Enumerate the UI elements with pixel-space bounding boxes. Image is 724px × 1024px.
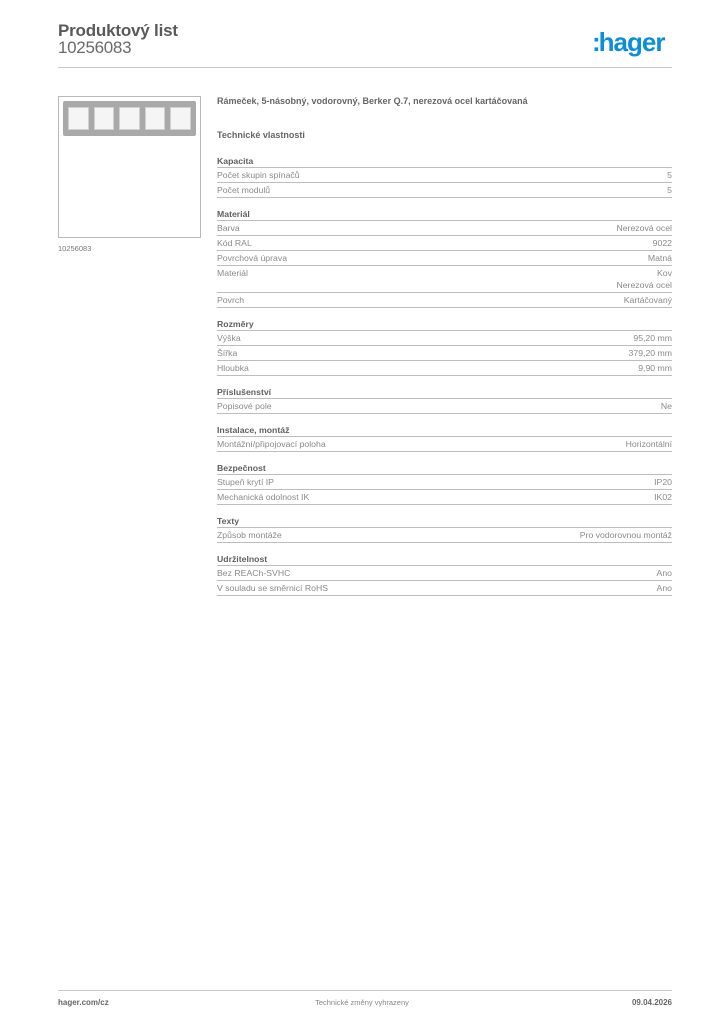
footer-disclaimer: Technické změny vyhrazeny bbox=[315, 998, 409, 1007]
spec-value bbox=[638, 362, 672, 374]
spec-group bbox=[217, 424, 672, 452]
footer-website-link[interactable]: hager.com/cz bbox=[58, 998, 109, 1007]
spec-value bbox=[654, 476, 672, 488]
spec-value-line: Kov bbox=[657, 268, 672, 278]
spec-value bbox=[626, 438, 672, 450]
spec-value bbox=[629, 347, 672, 359]
spec-value bbox=[633, 332, 672, 344]
spec-label: Montážní/připojovací poloha bbox=[217, 439, 326, 449]
spec-row bbox=[217, 581, 672, 596]
spec-value bbox=[667, 169, 672, 181]
section-heading: Technické vlastnosti bbox=[217, 130, 305, 140]
spec-label: V souladu se směrnicí RoHS bbox=[217, 583, 329, 593]
spec-row bbox=[217, 475, 672, 490]
spec-value-line: Ne bbox=[660, 401, 672, 411]
spec-label: Barva bbox=[217, 223, 240, 233]
spec-row bbox=[217, 346, 672, 361]
spec-label: Počet skupin spínačů bbox=[217, 170, 300, 180]
spec-row bbox=[217, 490, 672, 505]
spec-group bbox=[217, 386, 672, 414]
spec-group bbox=[217, 208, 672, 308]
spec-value-line: Pro vodorovnou montáž bbox=[579, 530, 672, 540]
spec-group bbox=[217, 553, 672, 596]
frame-cell bbox=[68, 107, 89, 130]
spec-label: Povrch bbox=[217, 295, 245, 305]
spec-group-title: Instalace, montáž bbox=[217, 424, 672, 437]
logo-colon-icon: : bbox=[592, 27, 599, 57]
spec-row bbox=[217, 183, 672, 198]
spec-value-line: Ano bbox=[656, 583, 672, 593]
spec-row bbox=[217, 566, 672, 581]
spec-label: Povrchová úprava bbox=[217, 253, 288, 263]
spec-group-title: Bezpečnost bbox=[217, 462, 672, 475]
spec-row bbox=[217, 361, 672, 376]
spec-group-title: Udržitelnost bbox=[217, 553, 672, 566]
spec-group-title: Příslušenství bbox=[217, 386, 672, 399]
spec-row bbox=[217, 168, 672, 183]
footer-divider bbox=[58, 990, 672, 991]
spec-row bbox=[217, 528, 672, 543]
spec-value-line: Nerezová ocel bbox=[616, 223, 672, 233]
spec-label: Hloubka bbox=[217, 363, 249, 373]
product-name: Rámeček, 5-násobný, vodorovný, Berker Q.7, nerezová ocel kartáčovaná bbox=[217, 96, 528, 106]
spec-value bbox=[657, 582, 672, 594]
spec-value bbox=[580, 529, 672, 541]
logo-text: hager bbox=[598, 27, 665, 57]
spec-groups bbox=[217, 155, 672, 606]
spec-value bbox=[648, 252, 672, 264]
spec-row bbox=[217, 331, 672, 346]
spec-value-line: IK02 bbox=[654, 492, 672, 502]
spec-label: Kód RAL bbox=[217, 238, 252, 248]
spec-value-line: 379,20 mm bbox=[628, 348, 672, 358]
spec-value bbox=[657, 567, 672, 579]
spec-group bbox=[217, 462, 672, 505]
spec-value-line: 9,90 mm bbox=[638, 363, 672, 373]
spec-value-line: IP20 bbox=[654, 477, 672, 487]
spec-value-line: 5 bbox=[667, 170, 672, 180]
page-title: Produktový list bbox=[58, 21, 178, 40]
spec-value-line: 5 bbox=[667, 185, 672, 195]
frame-cell bbox=[145, 107, 166, 130]
product-image bbox=[58, 96, 201, 238]
spec-label: Výška bbox=[217, 333, 241, 343]
spec-group-title: Kapacita bbox=[217, 155, 672, 168]
footer-date: 09.04.2026 bbox=[631, 998, 672, 1007]
frame-cell bbox=[119, 107, 140, 130]
spec-group bbox=[217, 515, 672, 543]
spec-value-line: Matná bbox=[647, 253, 672, 263]
spec-label: Počet modulů bbox=[217, 185, 271, 195]
spec-row bbox=[217, 399, 672, 414]
spec-value-line: Horizontální bbox=[625, 439, 672, 449]
spec-row bbox=[217, 221, 672, 236]
spec-row bbox=[217, 437, 672, 452]
image-caption: 10256083 bbox=[58, 244, 92, 253]
spec-label: Popisové pole bbox=[217, 401, 272, 411]
spec-group bbox=[217, 318, 672, 376]
spec-label: Bez REACh-SVHC bbox=[217, 568, 291, 578]
spec-value-line: Ano bbox=[656, 568, 672, 578]
spec-value-line: Nerezová ocel bbox=[616, 280, 672, 290]
spec-row bbox=[217, 266, 672, 293]
spec-value bbox=[667, 184, 672, 196]
spec-value bbox=[616, 222, 672, 234]
spec-row bbox=[217, 251, 672, 266]
spec-group-title: Rozměry bbox=[217, 318, 672, 331]
spec-label: Stupeň krytí IP bbox=[217, 477, 274, 487]
header-divider bbox=[58, 67, 672, 68]
spec-value bbox=[653, 237, 672, 249]
spec-value-line: 9022 bbox=[652, 238, 672, 248]
spec-group-title: Texty bbox=[217, 515, 672, 528]
hager-logo bbox=[592, 27, 664, 57]
spec-row bbox=[217, 293, 672, 308]
spec-label: Mechanická odolnost IK bbox=[217, 492, 310, 502]
spec-value-line: 95,20 mm bbox=[633, 333, 672, 343]
spec-value bbox=[654, 491, 672, 503]
frame-cell bbox=[94, 107, 115, 130]
spec-value bbox=[624, 294, 672, 306]
spec-label: Způsob montáže bbox=[217, 530, 282, 540]
spec-group bbox=[217, 155, 672, 198]
spec-group-title: Materiál bbox=[217, 208, 672, 221]
spec-row bbox=[217, 236, 672, 251]
spec-value bbox=[661, 400, 672, 412]
spec-label: Šířka bbox=[217, 348, 238, 358]
frame-cell bbox=[170, 107, 191, 130]
spec-value bbox=[616, 267, 672, 291]
spec-value-line: Kartáčovaný bbox=[623, 295, 672, 305]
spec-label: Materiál bbox=[217, 268, 248, 278]
five-gang-frame-icon bbox=[63, 101, 196, 136]
product-code: 10256083 bbox=[58, 38, 132, 57]
